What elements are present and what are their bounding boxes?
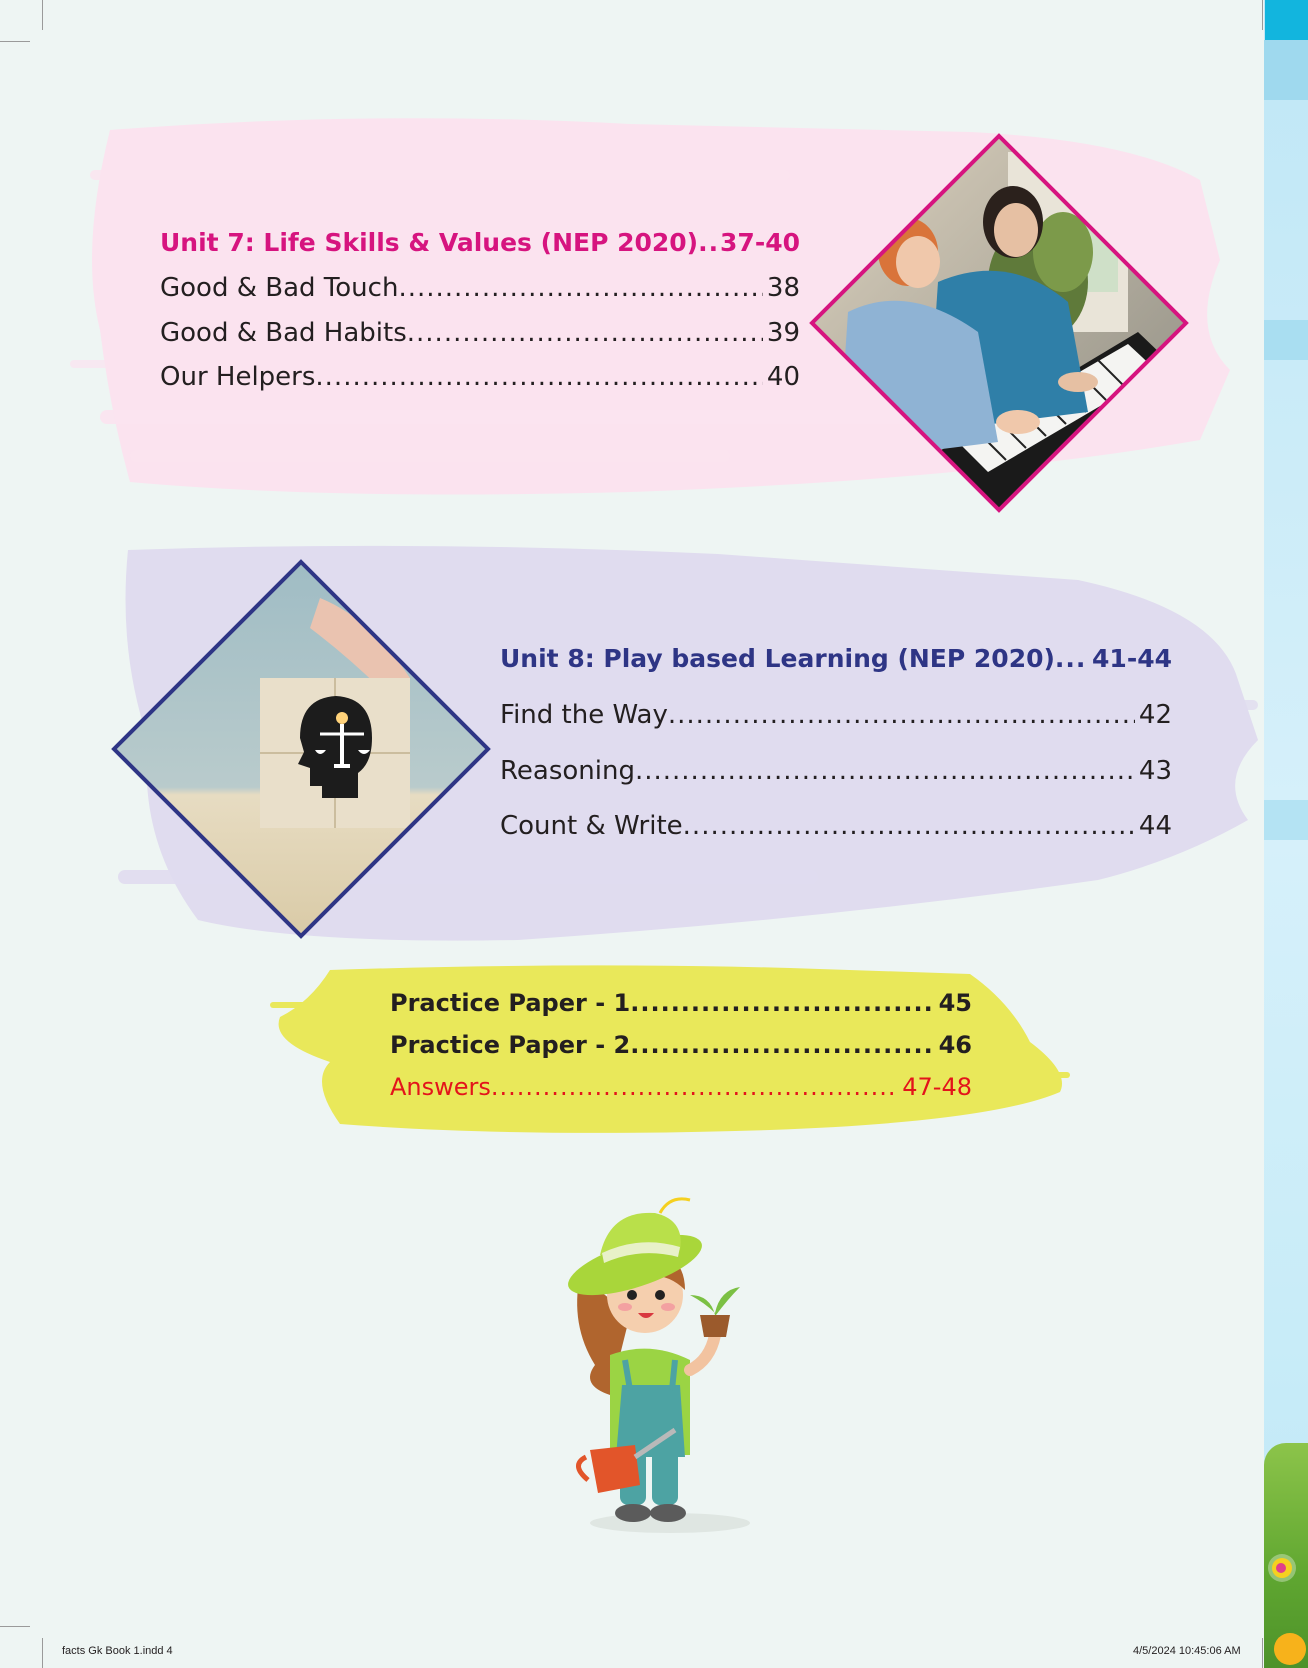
sun-icon <box>1274 1633 1306 1665</box>
page-range: 41-44 <box>1092 644 1172 673</box>
entry-title: Reasoning <box>500 756 635 786</box>
justice-head-photo <box>110 558 492 940</box>
crop-mark <box>1262 1638 1263 1668</box>
toc-entry[interactable] <box>160 318 800 348</box>
dot-leader <box>398 273 762 303</box>
practice-paper-1-entry[interactable] <box>390 989 972 1017</box>
page-number: 45 <box>938 989 972 1017</box>
page-number: 44 <box>1138 811 1172 841</box>
entry-title: Good & Bad Touch <box>160 273 399 303</box>
page-number: 43 <box>1138 756 1172 786</box>
page-number: 39 <box>766 318 800 348</box>
dot-leader <box>315 362 763 392</box>
entry-title: Practice Paper - 2 <box>390 1031 631 1059</box>
edge-band <box>1264 40 1308 100</box>
dot-leader <box>698 228 716 257</box>
unit-title: Unit 8: Play based Learning (NEP 2020) <box>500 644 1055 673</box>
edge-band <box>1264 320 1308 360</box>
entry-title: Good & Bad Habits <box>160 318 407 348</box>
page-edge-strip <box>1264 0 1308 1668</box>
page-range: 37-40 <box>720 228 800 257</box>
crop-mark <box>0 41 30 42</box>
entry-title: Count & Write <box>500 811 683 841</box>
toc-entry[interactable] <box>160 273 800 303</box>
toc-entry[interactable] <box>500 811 1172 841</box>
unit7-heading[interactable] <box>160 228 800 257</box>
toc-entry[interactable] <box>500 756 1172 786</box>
crop-mark <box>42 0 43 30</box>
crop-mark <box>42 1638 43 1668</box>
page-number: 38 <box>766 273 800 303</box>
page-number: 46 <box>938 1031 972 1059</box>
dot-leader <box>683 811 1135 841</box>
entry-title: Find the Way <box>500 700 668 730</box>
practice-paper-2-entry[interactable] <box>390 1031 972 1059</box>
page-number: 40 <box>766 362 800 392</box>
edge-tab <box>1265 0 1308 40</box>
dot-leader <box>635 756 1135 786</box>
page-number: 42 <box>1138 700 1172 730</box>
toc-entry[interactable] <box>160 362 800 392</box>
entry-title: Our Helpers <box>160 362 316 392</box>
toc-entry[interactable] <box>500 700 1172 730</box>
girl-gardener-illustration <box>540 1195 770 1535</box>
grass-illustration <box>1264 1443 1308 1668</box>
piano-photo <box>808 132 1190 514</box>
crop-mark <box>0 1626 30 1627</box>
entry-title: Answers <box>390 1073 491 1101</box>
answers-entry[interactable] <box>390 1073 972 1101</box>
flower-center <box>1276 1563 1286 1573</box>
footer-file-slug: facts Gk Book 1.indd 4 <box>62 1645 173 1657</box>
dot-leader <box>491 1073 898 1101</box>
dot-leader <box>630 1031 934 1059</box>
page-number: 47-48 <box>902 1073 972 1101</box>
crop-mark <box>1262 0 1263 30</box>
footer-timestamp: 4/5/2024 10:45:06 AM <box>1133 1645 1241 1657</box>
dot-leader <box>407 318 763 348</box>
unit-title: Unit 7: Life Skills & Values (NEP 2020) <box>160 228 699 257</box>
dot-leader <box>668 700 1135 730</box>
edge-band <box>1264 800 1308 840</box>
dot-leader <box>630 989 934 1017</box>
dot-leader <box>1055 644 1088 673</box>
unit8-heading[interactable] <box>500 644 1172 673</box>
entry-title: Practice Paper - 1 <box>390 989 631 1017</box>
